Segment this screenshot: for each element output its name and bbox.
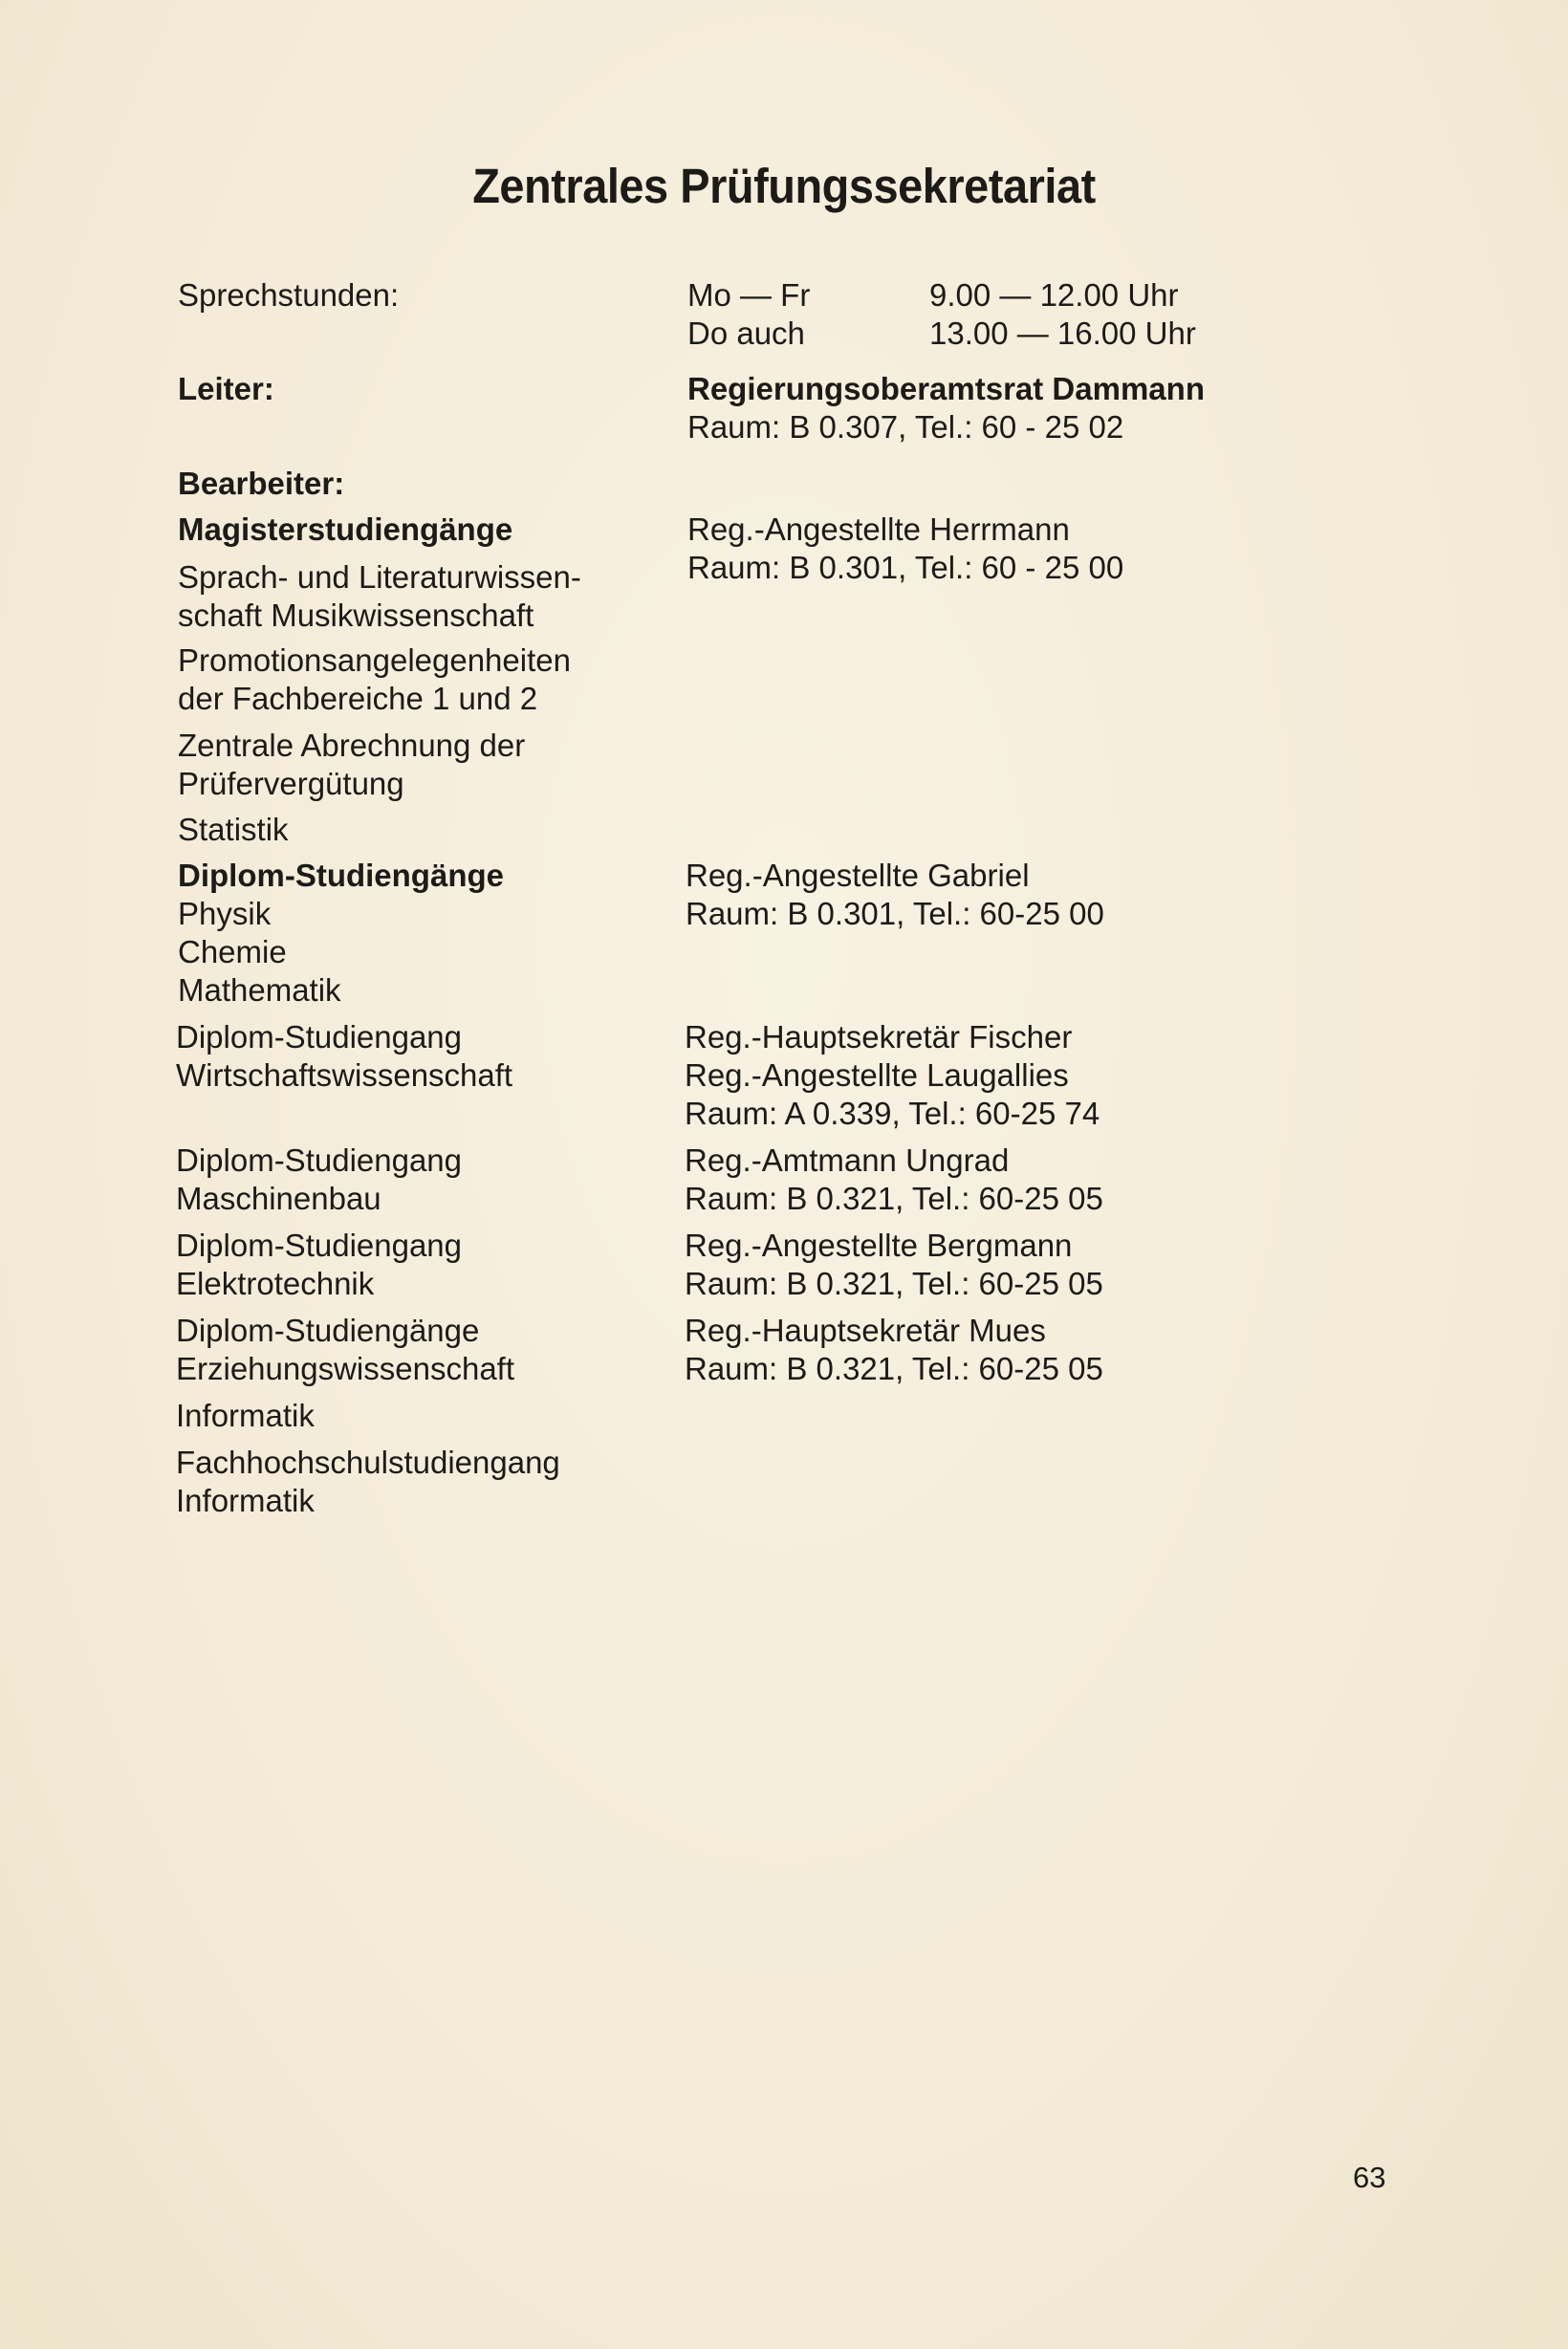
entry-right: Raum: B 0.321, Tel.: 60-25 05 [685,1266,1103,1301]
extra-item: Informatik [176,1483,315,1518]
entry-left: Diplom-Studiengänge [176,1313,480,1348]
entry-left: Diplom-Studiengang [176,1019,463,1055]
entry-right: Reg.-Angestellte Laugallies [685,1057,1069,1093]
entry-right: Raum: B 0.321, Tel.: 60-25 05 [685,1181,1103,1216]
magister-item: Statistik [178,812,289,847]
entry-left: Diplom-Studiengang [176,1228,463,1263]
extra-item: Fachhochschulstudiengang [176,1445,560,1480]
diplom-subject: Chemie [178,934,287,969]
diplom-contact: Raum: B 0.301, Tel.: 60-25 00 [686,896,1104,931]
diplom-subject: Physik [178,896,272,931]
diplom-heading: Diplom-Studiengänge [178,858,504,893]
entry-left: Elektrotechnik [176,1266,375,1301]
page-title: Zentrales Prüfungssekretariat [472,159,1096,213]
entry-left: Maschinenbau [176,1181,381,1216]
magister-heading: Magisterstudiengänge [178,511,513,547]
hours-time: 9.00 — 12.00 Uhr [929,277,1179,313]
extra-item: Informatik [176,1398,315,1433]
magister-item: Promotionsangelegenheiten [178,642,571,678]
hours-days: Mo — Fr [687,277,811,313]
magister-contact: Raum: B 0.301, Tel.: 60 - 25 00 [687,550,1124,585]
magister-item: schaft Musikwissenschaft [178,598,534,633]
entry-left: Erziehungswissenschaft [176,1351,515,1386]
entry-right: Raum: A 0.339, Tel.: 60-25 74 [685,1096,1100,1131]
entry-left: Diplom-Studiengang [176,1142,463,1178]
magister-item: Sprach- und Literaturwissen- [178,559,581,595]
leiter-label: Leiter: [178,371,274,406]
diplom-contact: Reg.-Angestellte Gabriel [686,858,1030,893]
page-number: 63 [1353,2161,1386,2194]
entry-right: Raum: B 0.321, Tel.: 60-25 05 [685,1351,1103,1386]
magister-item: der Fachbereiche 1 und 2 [178,681,538,716]
magister-item: Prüfervergütung [178,766,404,801]
bearbeiter-label: Bearbeiter: [178,466,345,501]
magister-contact: Reg.-Angestellte Herrmann [687,511,1070,547]
magister-item: Zentrale Abrechnung der [178,728,526,763]
entry-left: Wirtschaftswissenschaft [176,1057,513,1093]
diplom-subject: Mathematik [178,972,341,1008]
entry-right: Reg.-Hauptsekretär Mues [685,1313,1046,1348]
entry-right: Reg.-Angestellte Bergmann [685,1228,1073,1263]
hours-days: Do auch [687,315,805,351]
leiter-room: Raum: B 0.307, Tel.: 60 - 25 02 [687,409,1124,445]
hours-time: 13.00 — 16.00 Uhr [929,315,1196,351]
entry-right: Reg.-Hauptsekretär Fischer [685,1019,1073,1055]
entry-right: Reg.-Amtmann Ungrad [685,1142,1010,1178]
leiter-name: Regierungsoberamtsrat Dammann [687,371,1205,406]
sprechstunden-label: Sprechstunden: [178,277,400,313]
